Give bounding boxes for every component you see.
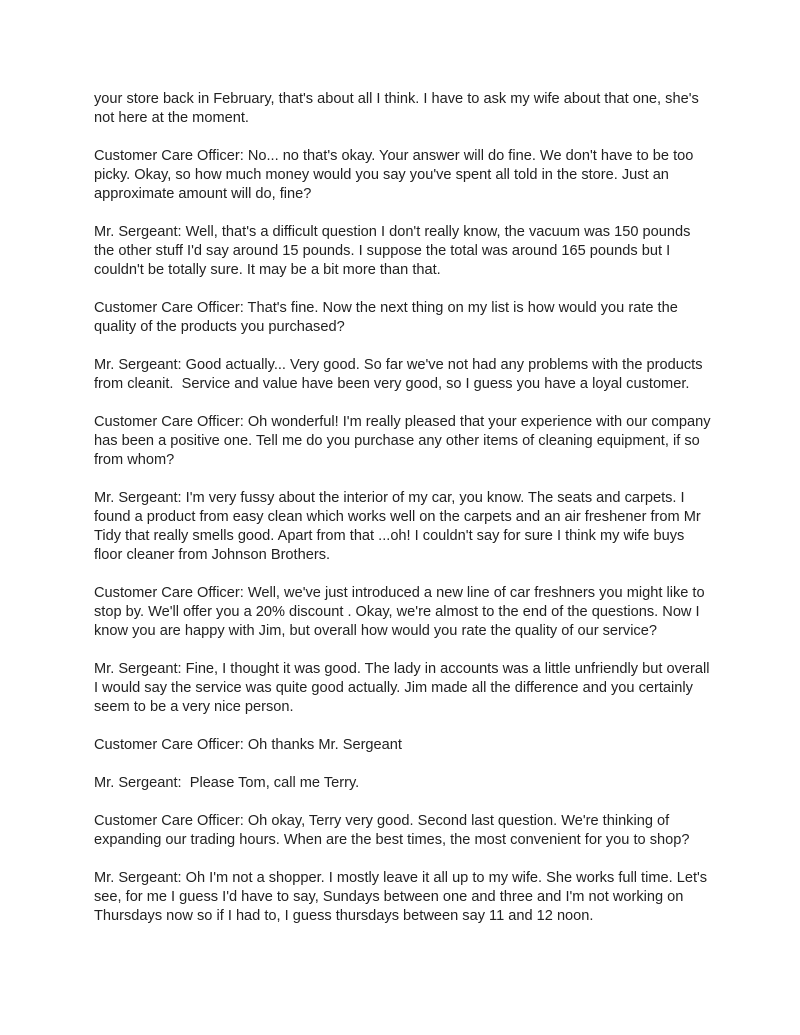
document-page: [94, 90, 714, 945]
paragraph-sergeant-car-interior: Mr. Sergeant: I'm very fussy about the interior of my car, you know. The seats and carpets. I found a product from easy clean which works well on the carpets and an air freshener from Mr Tidy that really smells good. Apart from that ...oh! I couldn't say for sure I think my wife buys floor cleaner from Johnson Brothers.: [94, 490, 705, 563]
paragraph-sergeant-call-me-terry: Mr. Sergeant: Please Tom, call me Terry.: [94, 775, 360, 791]
paragraph-sergeant-shopping-times: Mr. Sergeant: Oh I'm not a shopper. I mostly leave it all up to my wife. She works full time. Let's see, for me I guess I'd have to say, Sundays between one and three and I'm not working on Thursdays now so if I had to, I guess thursdays between say 11 and 12 noon.: [94, 870, 712, 924]
paragraph-continuation: your store back in February, that's about all I think. I have to ask my wife about that one, she's not here at the moment.: [94, 91, 703, 126]
paragraph-sergeant-service-rating: Mr. Sergeant: Fine, I thought it was good. The lady in accounts was a little unfriendly but overall I would say the service was quite good actually. Jim made all the difference and you certainly seem to be a very nice person.: [94, 661, 714, 715]
paragraph-sergeant-quality-answer: Mr. Sergeant: Good actually... Very good. So far we've not had any problems with the products from cleanit. Service and value have been very good, so I guess you have a loyal customer.: [94, 357, 707, 392]
paragraph-sergeant-spending: Mr. Sergeant: Well, that's a difficult question I don't really know, the vacuum was 150 pounds the other stuff I'd say around 15 pounds. I suppose the total was around 165 pounds but I couldn't be totally sure. It may be a bit more than that.: [94, 224, 695, 278]
paragraph-officer-quality-question: Customer Care Officer: That's fine. Now the next thing on my list is how would you rate the quality of the products you purchased?: [94, 300, 682, 335]
paragraph-officer-answer-fine: Customer Care Officer: No... no that's okay. Your answer will do fine. We don't have to be too picky. Okay, so how much money would you say you've spent all told in the store. Just an approximate amount will do, fine?: [94, 148, 698, 202]
paragraph-officer-trading-hours: Customer Care Officer: Oh okay, Terry very good. Second last question. We're thinking of expanding our trading hours. When are the best times, the most convenient for you to shop?: [94, 813, 690, 848]
paragraph-officer-discount: Customer Care Officer: Well, we've just introduced a new line of car freshners you might like to stop by. We'll offer you a 20% discount . Okay, we're almost to the end of the questions. Now I know you are happy with Jim, but overall how would you rate the quality of our service?: [94, 585, 709, 639]
paragraph-officer-other-items: Customer Care Officer: Oh wonderful! I'm really pleased that your experience with our company has been a positive one. Tell me do you purchase any other items of cleaning equipment, if so from whom?: [94, 414, 715, 468]
paragraph-officer-thanks: Customer Care Officer: Oh thanks Mr. Sergeant: [94, 737, 402, 753]
